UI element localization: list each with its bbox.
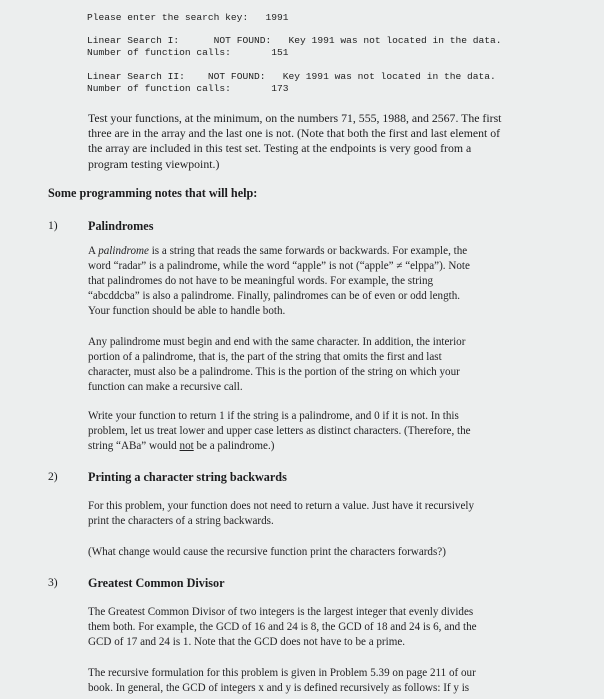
linear-search-1-status: NOT FOUND: — [213, 35, 272, 46]
text-line: book. In general, the GCD of integers x and y is defined recursively as follows: If y is — [88, 682, 470, 695]
text-line: Write your function to return 1 if the string is a palindrome, and 0 if it is not. In this — [88, 410, 459, 422]
linear-search-1-calls-value: 151 — [271, 47, 289, 58]
linear-search-1-calls — [87, 47, 289, 59]
text-line: them both. For example, the GCD of 16 and 24 is 8, the GCD of 18 and 24 is 6, and the — [88, 621, 477, 634]
text-line: For this problem, your function does not need to return a value. Just have it recursively — [88, 500, 475, 512]
text-line: problem, let us treat lower and upper case letters as distinct characters. (Therefore, the — [88, 425, 471, 438]
palindrome-return-paragraph — [88, 409, 550, 454]
linear-search-1-calls-label: Number of function calls: — [87, 47, 231, 58]
text-line: Test your functions, at the minimum, on the numbers 71, 555, 1988, and 2567. The first — [88, 111, 502, 125]
text-line: Any palindrome must begin and end with the same character. In addition, the interior — [88, 336, 466, 348]
backwards-paragraph — [88, 499, 550, 529]
linear-search-2-calls-value: 173 — [271, 83, 289, 94]
text-line: the array are included in this test set. Testing at the endpoints is very good from a — [88, 141, 472, 156]
test-paragraph — [88, 111, 501, 172]
text-line — [88, 439, 550, 454]
linear-search-1-message: Key 1991 was not located in the data. — [288, 35, 502, 46]
search-prompt-value: 1991 — [265, 12, 289, 23]
text-fragment: A — [88, 245, 99, 257]
text-fragment: string “ABa” would — [88, 440, 180, 453]
text-line: The recursive formulation for this problem is given in Problem 5.39 on page 211 of our — [88, 667, 476, 679]
linear-search-2-label: Linear Search II: — [87, 71, 185, 82]
text-line: portion of a palindrome, that is, the part of the string that omits the first and last — [88, 351, 442, 364]
notes-heading: Some programming notes that will help: — [48, 186, 258, 200]
underlined-word: not — [179, 440, 194, 453]
palindrome-recursion-paragraph — [88, 335, 550, 395]
text-line: that palindromes do not have to be meaningful words. For example, the string — [88, 275, 434, 288]
linear-search-2-calls-label: Number of function calls: — [87, 83, 231, 94]
section-number: 3) — [48, 576, 58, 589]
forwards-question — [88, 545, 550, 560]
text-line: character, must also be a palindrome. This is the portion of the string on which your — [88, 366, 460, 379]
text-fragment: is a string that reads the same forwards or backwards. For example, the — [148, 245, 468, 257]
search-prompt — [87, 12, 289, 24]
linear-search-2-result — [87, 71, 496, 83]
section-title-backwards: Printing a character string backwards — [88, 470, 287, 484]
palindrome-definition-paragraph — [88, 244, 550, 319]
emphasis-term: palindrome — [98, 245, 149, 257]
linear-search-1-label: Linear Search I: — [87, 35, 180, 46]
text-line: (What change would cause the recursive function print the characters forwards?) — [88, 546, 446, 558]
linear-search-2-calls — [87, 83, 289, 95]
search-prompt-label: Please enter the search key: — [87, 12, 249, 23]
text-line: Your function should be able to handle both. — [88, 305, 286, 318]
text-line: print the characters of a string backwards. — [88, 515, 274, 528]
linear-search-2-status: NOT FOUND: — [207, 71, 266, 82]
text-fragment: be a palindrome.) — [193, 440, 275, 453]
text-line: “abcddcba” is also a palindrome. Finally, palindromes can be of even or odd length. — [88, 290, 461, 303]
text-line: GCD of 17 and 24 is 1. Note that the GCD does not have to be a prime. — [88, 636, 406, 649]
linear-search-2-message: Key 1991 was not located in the data. — [282, 71, 496, 82]
gcd-recursive-paragraph — [88, 666, 550, 696]
text-line: function can make a recursive call. — [88, 381, 243, 394]
section-title-palindromes: Palindromes — [88, 219, 154, 233]
text-line — [88, 244, 550, 259]
text-line: The Greatest Common Divisor of two integers is the largest integer that evenly divides — [88, 606, 474, 618]
gcd-definition-paragraph — [88, 605, 550, 650]
text-line: three are in the array and the last one is not. (Note that both the first and last element of — [88, 126, 501, 141]
section-title-gcd: Greatest Common Divisor — [88, 576, 225, 590]
text-line: word “radar” is a palindrome, while the word “apple” is not (“apple” ≠ “elppa”). Note — [88, 260, 470, 273]
section-number: 2) — [48, 470, 58, 483]
section-number: 1) — [48, 219, 58, 232]
linear-search-1-result — [87, 35, 502, 47]
text-line: program testing viewpoint.) — [88, 156, 220, 171]
